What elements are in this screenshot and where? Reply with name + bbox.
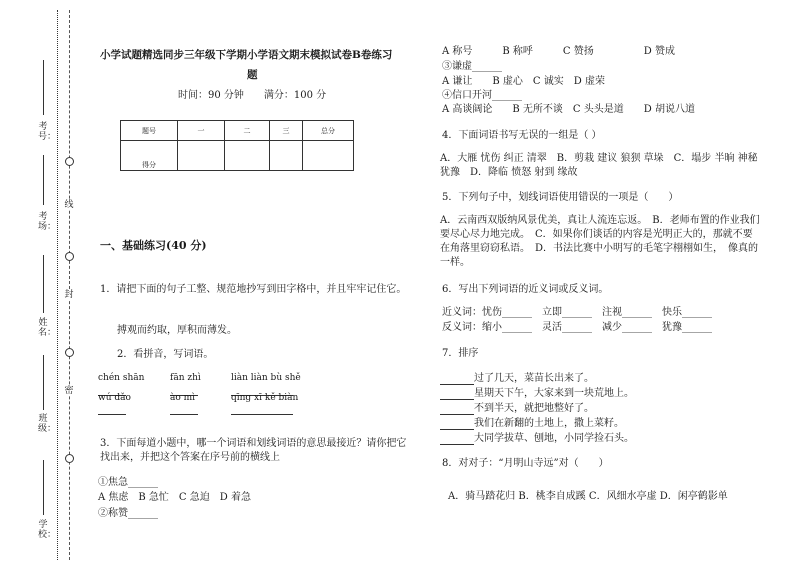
q8-text: 8．对对子：“月明山寺远”对（ ）: [442, 458, 609, 469]
banji-label: 班级：: [38, 414, 57, 434]
score-input-cell[interactable]: [303, 141, 354, 171]
xingming-blank[interactable]: [43, 255, 45, 313]
q5-text: 5．下列句子中，划线词语使用错误的一项是（ ）: [442, 192, 679, 203]
seal-word-xian: 线: [64, 200, 74, 210]
q3-item4-options: A 高谈阔论 B 无所不谈 C 头头是道 D 胡说八道: [442, 104, 695, 115]
seal-hole-4: [65, 454, 74, 463]
seal-dashed-line: [69, 10, 70, 560]
q7-text: 7．排序: [442, 348, 479, 359]
section1-heading: 一、基础练习(40 分): [100, 239, 207, 252]
answer-blank[interactable]: [440, 419, 474, 430]
seal-word-feng: 封: [64, 290, 74, 300]
exam-title-line2: 题: [247, 69, 258, 81]
score-header-cell: 二: [225, 121, 270, 141]
exam-title-line1: 小学试题精选同步三年级下学期小学语文期末模拟试卷B卷练习: [100, 49, 393, 61]
q7-item[interactable]: 我们在新翻的土地上，撒上菜籽。: [440, 417, 624, 430]
q6-synonyms: 近义词：忧伤______ 立即______ 注视______ 快乐______: [442, 307, 712, 318]
pinyin-4: wú dǎo: [98, 393, 131, 403]
score-input-cell[interactable]: [270, 141, 303, 171]
q2-text: 2．看拼音，写词语。: [117, 349, 214, 360]
kaohao-blank[interactable]: [43, 60, 45, 115]
q3-item3-options: A 谦让 B 虚心 C 诚实 D 虚荣: [442, 76, 605, 87]
answer-blank[interactable]: [98, 404, 126, 415]
q3-item4: ④信口开河______: [442, 90, 522, 101]
q3-item2: ②称赞______: [98, 508, 158, 519]
exam-time-info: 时间：90 分钟 满分：100 分: [178, 90, 327, 101]
q4-text: 4．下面词语书写无误的一组是（ ）: [442, 130, 602, 141]
score-header-cell: 题号: [121, 121, 178, 141]
xingming-label: 姓名：: [38, 318, 57, 338]
answer-blank[interactable]: [440, 374, 474, 385]
score-header-cell: 总分: [303, 121, 354, 141]
q7-item[interactable]: 过了几天，菜苗长出来了。: [440, 372, 594, 385]
answer-blank[interactable]: [231, 404, 293, 415]
pinyin-3: liàn liàn bù shě: [231, 373, 301, 383]
seal-dotted-line: [57, 10, 58, 560]
kaochang-blank[interactable]: [43, 155, 45, 205]
score-row-label: 得分: [121, 141, 178, 171]
answer-blank[interactable]: [440, 404, 474, 415]
banji-blank[interactable]: [43, 355, 45, 410]
score-table: [120, 120, 354, 171]
answer-blank[interactable]: [170, 404, 198, 415]
score-header-cell: 一: [178, 121, 225, 141]
q4-options: A．大雁 忧伤 纠正 清翠 B．剪栽 建议 狼狈 草垛 C．塌步 半晌 神秘 犹豫 D．降临 愤怒 射到 缘故: [440, 153, 758, 178]
xuexiao-blank[interactable]: [43, 460, 45, 515]
q3-item1: ①焦急______: [98, 477, 158, 488]
score-input-cell[interactable]: [178, 141, 225, 171]
kaohao-label: 考号：: [38, 122, 57, 142]
q7-item[interactable]: 星期天下午，大家来到一块荒地上。: [440, 387, 634, 400]
q7-item[interactable]: 不到半天，就把地整好了。: [440, 402, 594, 415]
score-input-cell[interactable]: [225, 141, 270, 171]
pinyin-2: fān zhì: [170, 373, 201, 383]
seal-hole-1: [65, 157, 74, 166]
q3-item1-options: A 焦虑 B 急忙 C 急迫 D 着急: [98, 492, 251, 503]
q7-item[interactable]: 大同学拔草、刨地，小同学捡石头。: [440, 432, 634, 445]
kaochang-label: 考场：: [38, 212, 57, 232]
answer-blank[interactable]: [440, 434, 474, 445]
pinyin-5: ào mì: [170, 393, 196, 403]
q6-text: 6．写出下列词语的近义词或反义词。: [442, 284, 609, 295]
q6-antonyms: 反义词：缩小______ 灵活______ 减少______ 犹豫______: [442, 322, 712, 333]
answer-blank[interactable]: [440, 389, 474, 400]
q1-text: 1．请把下面的句子工整、规范地抄写到田字格中，并且牢牢记住它。: [100, 284, 407, 295]
q3-text: 3．下面每道小题中，哪一个词语和划线词语的意思最接近？请你把它找出来，并把这个答案在序号前的横线上: [100, 438, 407, 463]
seal-hole-2: [65, 252, 74, 261]
xuexiao-label: 学校：: [38, 520, 57, 540]
q8-options: A．骑马踏花归 B．桃李自成蹊 C．风细水亭虚 D．闲亭鹤影单: [448, 491, 728, 502]
pinyin-1: chén shān: [98, 373, 145, 383]
pinyin-6: qīng xī kě biàn: [231, 393, 299, 403]
seal-word-mi: 密: [64, 386, 74, 396]
q3-item2-options: A 称号 B 称呼 C 赞扬 D 赞成: [442, 46, 675, 57]
q5-options: A．云南西双版纳风景优美，真让人流连忘返。 B．老师布置的作业我们要尽心尽力地完成。 C．如果你们谈话的内容是光明正大的，那就不要在角落里窃窃私语。 D．书法比赛中小明写的毛笔字栩栩如生， 像真的一样。: [440, 215, 760, 268]
seal-hole-3: [65, 348, 74, 357]
q3-item3: ③谦虚______: [442, 61, 502, 72]
q1-sentence: 搏观而约取，厚积而薄发。: [117, 325, 237, 336]
score-header-cell: 三: [270, 121, 303, 141]
